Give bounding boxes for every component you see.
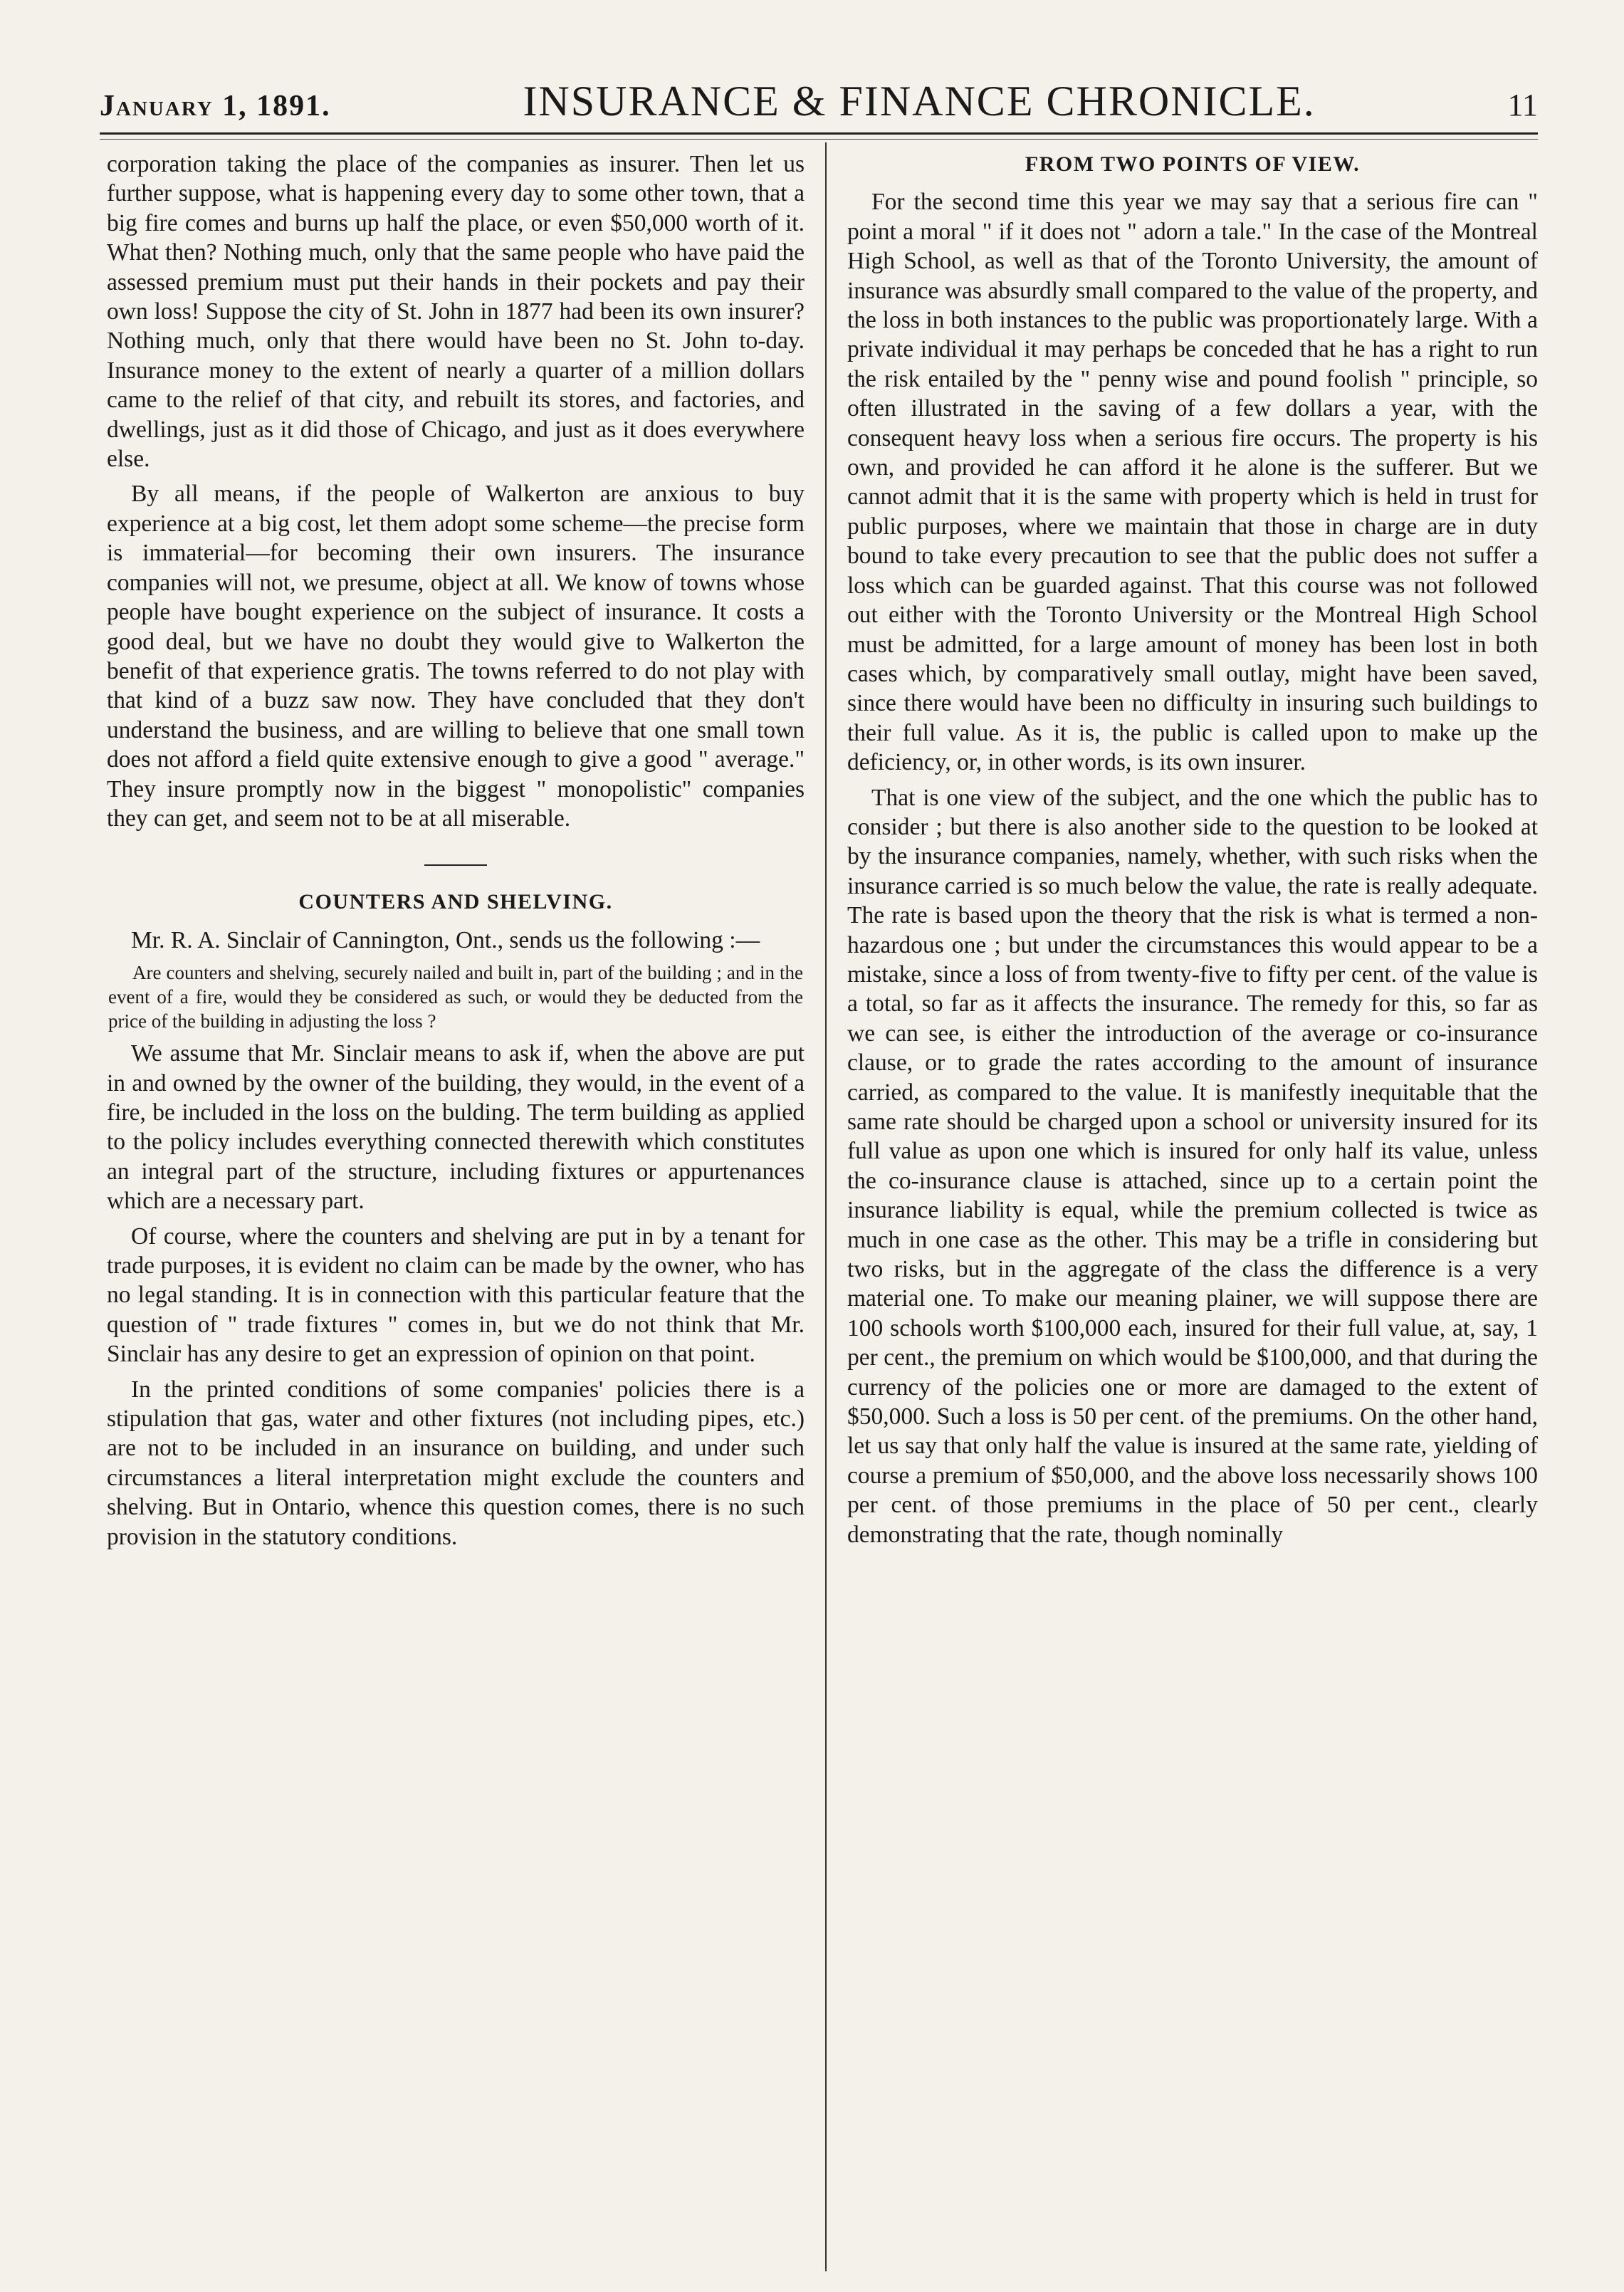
article-paragraph: For the second time this year we may say that a serious fire can " point a moral " if it does not " adorn a tale." In the case of the Montreal High School, as well as that of the Toronto University, the amount of insurance was absurdly small compared to the value of the property, and the loss in both instances to the public was proportionately large. With a private individual it may perhaps be conceded that he has a right to run the risk entailed by the " penny wise and pound foolish " principle, so often illustrated in the saving of a few dollars a year, with the consequent heavy loss when a serious fire occurs. The property is his own, and provided he can afford it he alone is the sufferer. But we cannot admit that it is the same with property which is held in trust for public purposes, where we maintain that those in charge are in duty bound to take every precaution to see that the public does not suffer a loss which can be guarded against. That this course was not followed out either with the Toronto University or the Montreal High School must be admitted, for a large amount of money has been lost in both cases which, by comparatively small outlay, might have been saved, since there would have been no difficulty in insuring such buildings to their full value. As it is, the public is called upon to make up the deficiency, or, in other words, is its own insurer. (847, 189, 1538, 776)
left-column (107, 150, 805, 1557)
page-header (100, 77, 1538, 134)
publication-title: INSURANCE & FINANCE CHRONICLE. (523, 78, 1316, 125)
article-paragraph: Of course, where the counters and shelving are put in by a tenant for trade purposes, it is evident no claim can be made by the owner, who has no legal standing. It is in connection with this particular feature that the question of " trade fixtures " comes in, but we do not think that Mr. Sinclair has any desire to get an expression of opinion on that point. (107, 1223, 805, 1368)
issue-date: January 1, 1891. (100, 90, 331, 122)
right-column (847, 150, 1538, 1555)
section-heading-two-points: FROM TWO POINTS OF VIEW. (1025, 152, 1361, 176)
article-paragraph: We assume that Mr. Sinclair means to ask if, when the above are put in and owned by the owner of the building, they would, in the event of a fire, be included in the loss on the bulding. The term building as applied to the policy includes everything connected therewith which constitutes an integral part of the structure, including fixtures or appurtenances which are a necessary part. (107, 1040, 805, 1215)
article-paragraph: Mr. R. A. Sinclair of Cannington, Ont., sends us the following :— (131, 926, 760, 953)
column-divider (825, 142, 827, 2271)
article-paragraph: That is one view of the subject, and the one which the public has to consider ; but there is also another side to the question to be looked at by the insurance companies, namely, whether, with such risks when the insurance carried is so much below the value, the rate is really adequate. The rate is based upon the theory that the risk is what is termed a non-hazardous one ; but under the circumstances this would appear to be a mistake, since a loss of from twenty-five to fifty per cent. of the value is a total, so far as it affects the insurance. The remedy for this, so far as we can see, is either the introduction of the average or co-insurance clause, or to grade the rates according to the amount of insurance carried, as compared to the value. It is manifestly inequitable that the same rate should be charged upon a school or university insured for its full value as upon one which is insured for only half its value, unless the co-insurance clause is attached, since up to a certain point the insurance liability is equal, while the premium collected is twice as much in one case as the other. This may be a trifle in considering but two risks, but in the aggregate of the class the difference is a very material one. To make our meaning plainer, we will suppose there are 100 schools worth $100,000 each, insured for their full value, at, say, 1 per cent., the premium on which would be $100,000, and that during the currency of the policies one or more are damaged to the extent of $50,000. Such a loss is 50 per cent. of the premiums. On the other hand, let us say that only half the value is insured at the same rate, yielding of course a premium of $50,000, and the above loss necessarily shows 100 per cent. of those premiums in the place of 50 per cent., clearly demonstrating that the rate, though nominally (847, 784, 1538, 1548)
article-paragraph: In the printed conditions of some companies' policies there is a stipulation that gas, water and other fixtures (not including pipes, etc.) are not to be included in an insurance on building, and under such circumstances a literal interpretation might exclude the counters and shelving. But in Ontario, whence this question comes, there is no such provision in the statutory conditions. (107, 1376, 805, 1550)
article-paragraph: By all means, if the people of Walkerton are anxious to buy experience at a big cost, let them adopt some scheme—the precise form is immaterial—for becoming their own insurers. The insurance companies will not, we presume, object at all. We know of towns whose people have bought experience on the subject of insurance. It costs a good deal, but we have no doubt they would give to Walkerton the benefit of that experience gratis. The towns referred to do not play with that kind of a buzz saw now. They have concluded that they don't understand the business, and are willing to believe that one small town does not afford a field quite extensive enough to give a good " average." They insure promptly now in the biggest " monopolistic" companies they can get, and seem not to be at all miserable. (107, 481, 805, 832)
article-paragraph: corporation taking the place of the companies as insurer. Then let us further suppose, what is happening every day to some other town, that a big fire comes and burns up half the place, or even $50,000 worth of it. What then? Nothing much, only that the same people who have paid the assessed premium must put their hands in their pockets and pay their own loss! Suppose the city of St. John in 1877 had been its own insurer? Nothing much, only that there would have been no St. John to-day. Insurance money to the extent of nearly a quarter of a million dollars came to the relief of that city, and rebuilt its stores, and factories, and dwellings, just as it did those of Chicago, and just as it does everywhere else. (107, 151, 805, 473)
header-rule (100, 132, 1538, 140)
section-separator (424, 864, 487, 866)
section-heading-counters: COUNTERS AND SHELVING. (298, 890, 613, 914)
reader-query: Are counters and shelving, securely nailed and built in, part of the building ; and in the event of a fire, would they be considered as such, or would they be deducted from the price of the building in adjusting the loss ? (108, 962, 803, 1032)
page-number: 11 (1507, 88, 1538, 122)
